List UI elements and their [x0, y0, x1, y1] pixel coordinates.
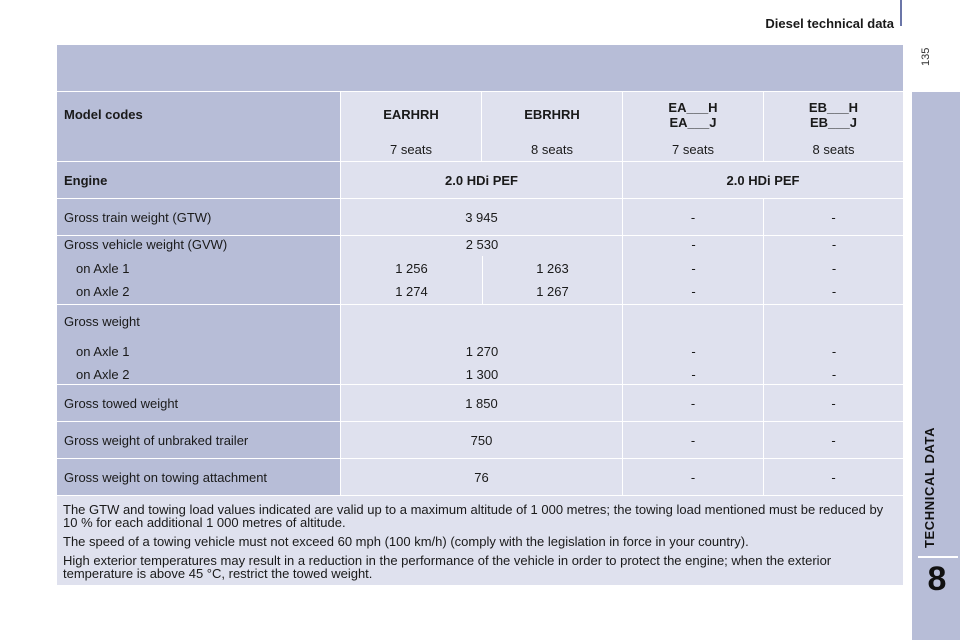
- table-row-unbraked: [57, 421, 903, 458]
- towed-value: 1 850: [340, 385, 622, 421]
- unbraked-value: 750: [340, 422, 622, 458]
- model-code-earhrh: EARHRH: [340, 92, 481, 137]
- page-title: Diesel technical data: [765, 16, 894, 31]
- seats-c2: 8 seats: [481, 137, 622, 161]
- header-rule: [900, 0, 902, 26]
- note-speed: The speed of a towing vehicle must not exceed 60 mph (100 km/h) (comply with the legislation in force in your country).: [63, 534, 749, 549]
- gross-weight-axle2-c4: -: [831, 367, 837, 382]
- gvw-axle1-c2: 1 263: [536, 261, 569, 276]
- gvw-axle2-c1: 1 274: [395, 284, 428, 299]
- chapter-number: 8: [927, 560, 947, 598]
- gvw-label-cell: [57, 236, 340, 304]
- notes: [63, 503, 899, 586]
- gross-weight-label: Gross weight: [64, 314, 140, 329]
- towed-label: Gross towed weight: [57, 385, 340, 421]
- gross-weight-axle2: 1 300: [465, 367, 499, 382]
- engine-label: Engine: [57, 162, 340, 198]
- model-code-eb-j: EB___J: [810, 114, 857, 130]
- gvw-axle1-c3: -: [691, 261, 696, 276]
- gross-weight-axle1-c4: -: [831, 344, 837, 359]
- gvw-axle2-c2: 1 267: [536, 284, 569, 299]
- gross-weight-c3-cell: [622, 305, 763, 384]
- gross-weight-axle1-c3: -: [691, 344, 696, 359]
- model-code-ea-h: EA___H: [668, 99, 718, 115]
- table-bottom-rule: [57, 495, 903, 496]
- gtw-c3: -: [622, 199, 763, 235]
- gvw-axle1-label: on Axle 1: [76, 261, 130, 276]
- engine-b: 2.0 HDi PEF: [622, 162, 903, 198]
- model-code-ea-j: EA___J: [669, 114, 717, 130]
- gross-weight-value-cell: [340, 305, 622, 384]
- table-row-model-codes: [57, 91, 903, 137]
- gvw-c3-cell: [622, 236, 763, 304]
- gross-weight-c4-cell: [763, 305, 903, 384]
- unbraked-label: Gross weight of unbraked trailer: [57, 422, 340, 458]
- note-temperature: High exterior temperatures may result in a reduction in the performance of the vehicle in order to protect the engine; when the exterior temperature is above 45 °C, restrict the towed weight.: [63, 553, 832, 581]
- gross-weight-axle2-c3: -: [691, 367, 696, 382]
- gross-weight-axle1: 1 270: [465, 344, 499, 359]
- towing-attachment-c3: -: [622, 459, 763, 495]
- gtw-value: 3 945: [340, 199, 622, 235]
- gvw-value: 2 530: [465, 237, 499, 252]
- model-codes-label: Model codes: [57, 92, 340, 137]
- gtw-c4: -: [763, 199, 903, 235]
- side-tab-divider: [918, 556, 958, 558]
- seats-c4: 8 seats: [763, 137, 903, 161]
- technical-data-panel: [57, 45, 903, 585]
- unbraked-c3: -: [622, 422, 763, 458]
- note-altitude: The GTW and towing load values indicated are valid up to a maximum altitude of 1 000 metres; the towing load mentioned must be reduced by 10 % for each additional 1 000 metres of altitude.: [63, 502, 884, 530]
- table-row-gtw: [57, 198, 903, 235]
- gvw-c3: -: [691, 237, 696, 252]
- gvw-axle-divider: [482, 256, 483, 305]
- gvw-axle1-c4: -: [831, 261, 837, 276]
- gross-weight-label-cell: [57, 305, 340, 384]
- gtw-label: Gross train weight (GTW): [57, 199, 340, 235]
- seats-label-cell: [57, 137, 340, 161]
- towed-c3: -: [622, 385, 763, 421]
- gvw-axle2-label: on Axle 2: [76, 284, 130, 299]
- table-row-seats: [57, 137, 903, 161]
- gvw-value-cell: [340, 236, 622, 304]
- towed-c4: -: [763, 385, 903, 421]
- table-row-gvw: [57, 235, 903, 304]
- gvw-axle2-c3: -: [691, 284, 696, 299]
- model-code-eb-h: EB___H: [808, 99, 859, 115]
- towing-attachment-value: 76: [340, 459, 622, 495]
- unbraked-c4: -: [763, 422, 903, 458]
- towing-attachment-c4: -: [763, 459, 903, 495]
- panel-header-band: [57, 45, 903, 91]
- table-row-engine: [57, 161, 903, 198]
- model-code-ea: [622, 92, 763, 137]
- table-row-towed: [57, 384, 903, 421]
- gross-weight-axle2-label: on Axle 2: [76, 367, 130, 382]
- seats-c1: 7 seats: [340, 137, 481, 161]
- gvw-axle2-c4: -: [831, 284, 837, 299]
- side-tab-label: TECHNICAL DATA: [922, 426, 937, 548]
- table-row-towing-attachment: [57, 458, 903, 495]
- gvw-axle1-c1: 1 256: [395, 261, 428, 276]
- gvw-label: Gross vehicle weight (GVW): [64, 237, 228, 252]
- gross-weight-axle1-label: on Axle 1: [76, 344, 130, 359]
- model-code-eb: [763, 92, 903, 137]
- engine-a: 2.0 HDi PEF: [340, 162, 622, 198]
- gvw-c4-cell: [763, 236, 903, 304]
- table-row-gross-weight: [57, 304, 903, 384]
- model-code-ebrhrh: EBRHRH: [481, 92, 622, 137]
- page-number: 135: [920, 47, 932, 66]
- gvw-c4: -: [831, 237, 837, 252]
- towing-attachment-label: Gross weight on towing attachment: [57, 459, 340, 495]
- seats-c3: 7 seats: [622, 137, 763, 161]
